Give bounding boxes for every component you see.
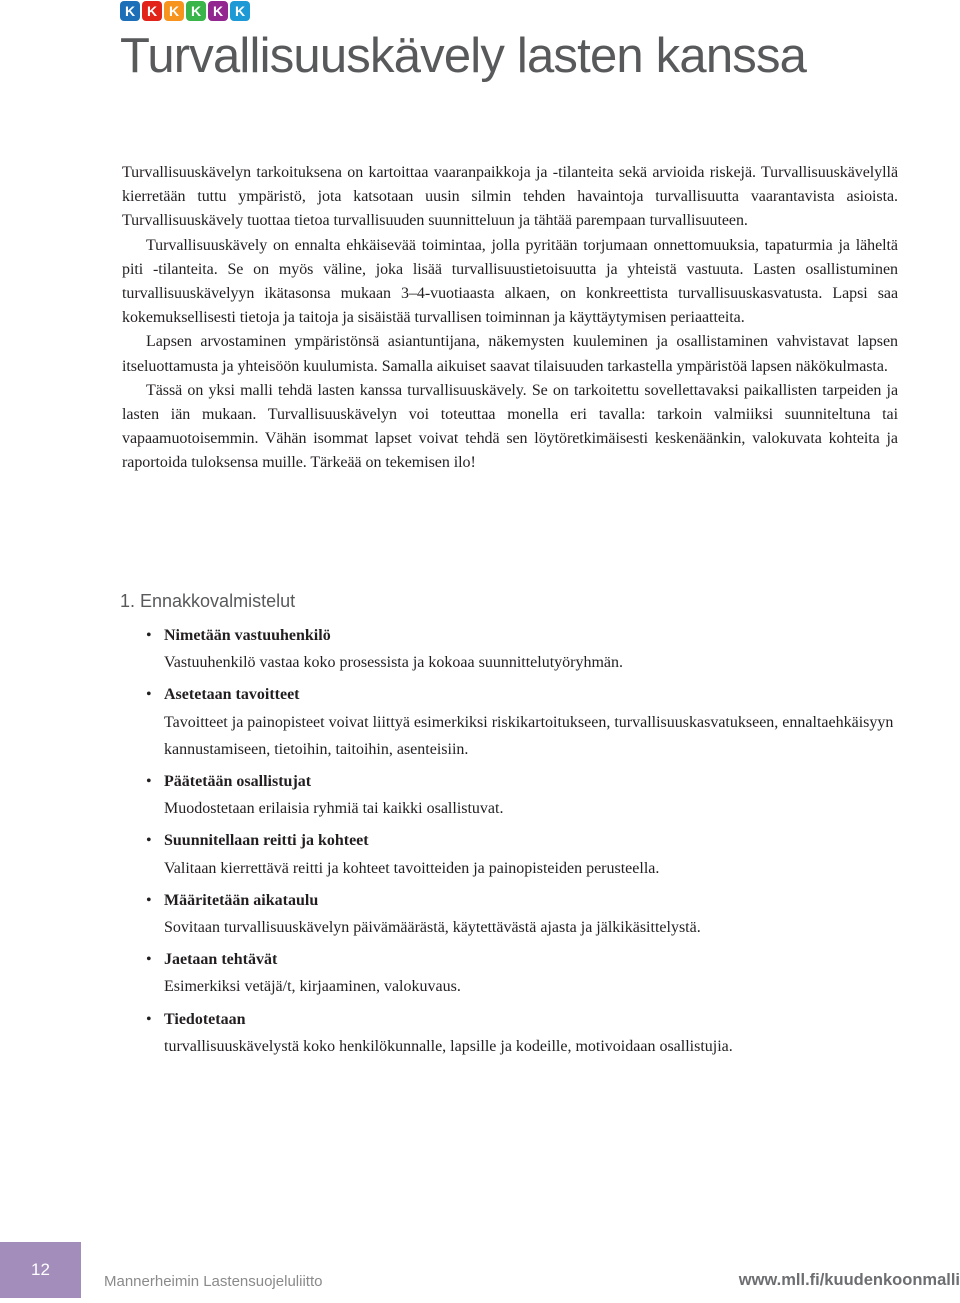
step-text: Sovitaan turvallisuuskävelyn päivämäärästä, käytettävästä ajasta ja jälkikäsittelystä. xyxy=(164,919,701,937)
step-title: Tiedotetaan xyxy=(164,1010,246,1028)
step-title: Asetetaan tavoitteet xyxy=(164,686,300,704)
step-text: turvallisuuskävelystä koko henkilökunnalle, lapsille ja kodeille, motivoidaan osallistujia. xyxy=(164,1037,733,1055)
bullet-icon: • xyxy=(146,773,152,791)
bullet-icon: • xyxy=(146,686,152,704)
list-item xyxy=(146,681,906,763)
step-text: Tavoitteet ja painopisteet voivat liittyä esimerkiksi riskikartoitukseen, turvallisuuskasvatukseen, ennaltaehkäisyyn kannustamiseen, tietoihin, taitoihin, asenteisiin. xyxy=(164,713,894,758)
list-item xyxy=(146,1006,906,1060)
step-title: Päätetään osallistujat xyxy=(164,773,312,791)
step-text: Esimerkiksi vetäjä/t, kirjaaminen, valokuvaus. xyxy=(164,978,461,996)
page-number: 12 xyxy=(31,1260,50,1279)
page-number-box xyxy=(0,1242,81,1298)
bullet-icon: • xyxy=(146,627,152,644)
list-item xyxy=(146,768,906,822)
list-item xyxy=(146,827,906,881)
logo-tile-6: K xyxy=(230,1,250,21)
logo-tile-5: K xyxy=(208,1,228,21)
list-item xyxy=(146,622,906,676)
intro-paragraph: Turvallisuuskävely on ennalta ehkäisevää toimintaa, jolla pyritään torjumaan onnettomuuksia, tapaturmia ja läheltä piti -tilanteita. Se on myös väline, joka lisää turvallisuustietoisuutta ja yhteistä vastuuta. Lasten osallistuminen turvallisuuskävelyyn ikätasonsa mukaan 3–4-vuotiaasta alkaen, on konkreettista turvallisuuskasvatusta. Lapsi saa kokemuksellisesti tietoja ja taitoja ja sisäistää turvallisen toiminnan ja käyttäytymisen periaatteita. xyxy=(122,236,898,327)
list-item xyxy=(146,946,906,1000)
footer-organization: Mannerheimin Lastensuojeluliitto xyxy=(104,1273,323,1290)
logo-tile-3: K xyxy=(164,1,184,21)
list-item xyxy=(146,887,906,941)
kkk-logo xyxy=(120,1,250,21)
step-title: Suunnitellaan reitti ja kohteet xyxy=(164,832,369,850)
page-title: Turvallisuuskävely lasten kanssa xyxy=(120,29,807,83)
step-text: Vastuuhenkilö vastaa koko prosessista ja kokoaa suunnittelutyöryhmän. xyxy=(164,654,624,672)
section-heading: 1. Ennakkovalmistelut xyxy=(120,591,296,611)
step-title: Nimetään vastuuhenkilö xyxy=(164,627,331,644)
logo-tile-2: K xyxy=(142,1,162,21)
intro-paragraph: Tässä on yksi malli tehdä lasten kanssa turvallisuuskävely. Se on tarkoitettu sovellettavaksi paikallisten tarpeiden ja lasten iän mukaan. Turvallisuuskävelyn voi toteuttaa monella eri tavalla: tarkoin valmiiksi suunniteltuna tai vapaamuotoisemmin. Vähän isommat lapset voivat tehdä sen löytöretkimäisesti keskenäänkin, valokuvata kohteita ja raportoida tuloksensa muille. Tärkeää on tekemisen ilo! xyxy=(122,381,898,472)
preparation-steps-list xyxy=(146,622,906,1065)
intro-paragraph: Lapsen arvostaminen ympäristönsä asiantuntijana, näkemysten kuuleminen ja osallistaminen vahvistavat lapsen itseluottamusta ja yhteisöön kuulumista. Samalla aikuiset saavat tilaisuuden tarkastella ympäristöä lapsen näkökulmasta. xyxy=(122,333,898,375)
bullet-icon: • xyxy=(146,951,152,969)
footer-url-link[interactable]: www.mll.fi/kuudenkoonmalli xyxy=(738,1271,960,1289)
step-text: Muodostetaan erilaisia ryhmiä tai kaikki osallistuvat. xyxy=(164,800,504,818)
logo-tile-4: K xyxy=(186,1,206,21)
logo-tile-1: K xyxy=(120,1,140,21)
intro-text xyxy=(122,161,898,476)
step-text: Valitaan kierrettävä reitti ja kohteet tavoitteiden ja painopisteiden perusteella. xyxy=(164,859,660,877)
step-title: Määritetään aikataulu xyxy=(164,891,319,909)
bullet-icon: • xyxy=(146,891,152,909)
bullet-icon: • xyxy=(146,832,152,850)
intro-paragraph: Turvallisuuskävelyn tarkoituksena on kartoittaa vaaranpaikkoja ja -tilanteita sekä arvioida riskejä. Turvallisuuskävelyllä kierretään tuttu ympäristö, jota katsotaan uusin silmin tehden havaintoja turvallisuutta vaarantavista asioista. Turvallisuuskävely tuottaa tietoa turvallisuuden suunnitteluun ja tähtää parempaan turvallisuuteen. xyxy=(122,164,898,230)
bullet-icon: • xyxy=(146,1010,152,1028)
step-title: Jaetaan tehtävät xyxy=(164,951,278,969)
